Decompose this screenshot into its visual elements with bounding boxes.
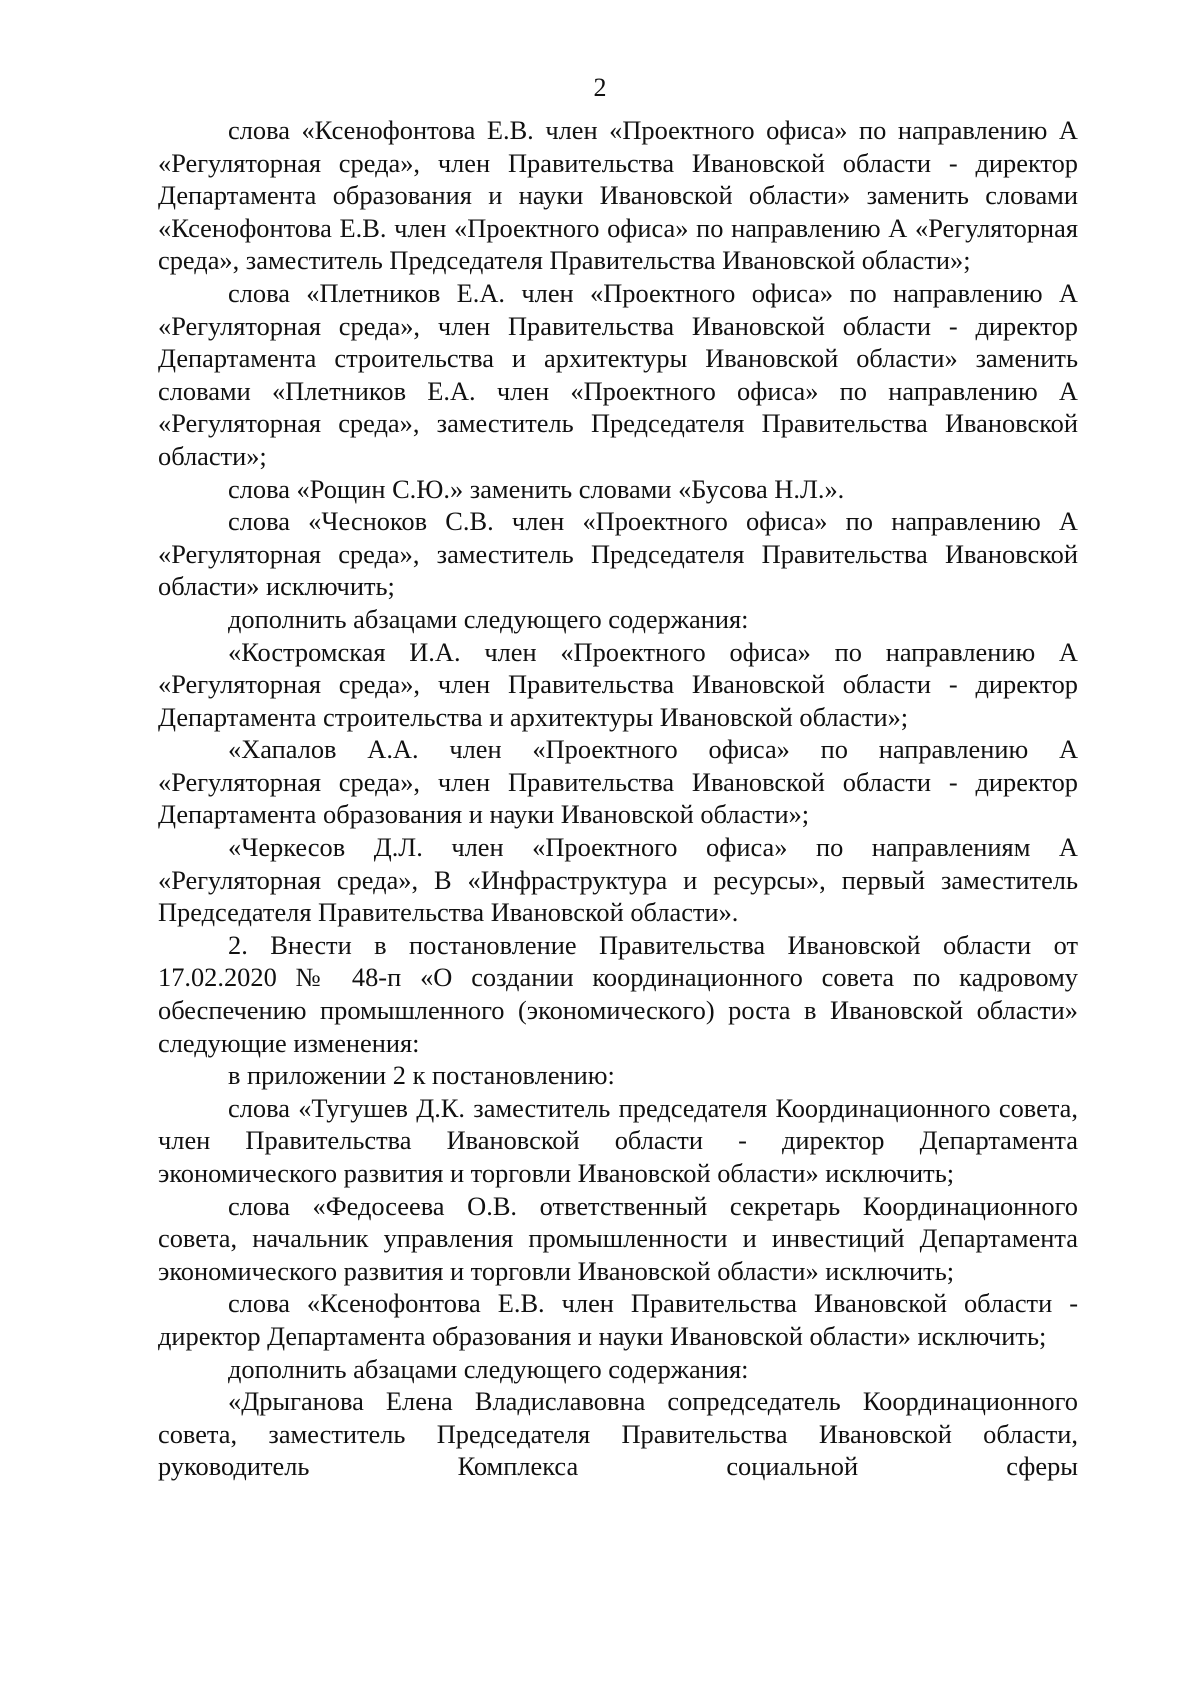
paragraph-9: 2. Внести в постановление Правительства Ивановской области от 17.02.2020 № 48-п «О создании координационного совета по кадровому обеспечению промышленного (экономического) роста в Ивановской области» следующие изменения: <box>158 929 1078 1058</box>
paragraph-2: слова «Плетников Е.А. член «Проектного офиса» по направлению А «Регуляторная среда», член Правительства Ивановской области - директор Департамента строительства и архитектуры Ивановской области» заменить словами «Плетников Е.А. член «Проектного офиса» по направлению А «Регуляторная среда», заместитель Председателя Правительства Ивановской области»; <box>158 277 1078 471</box>
paragraph-5: дополнить абзацами следующего содержания: <box>228 603 749 634</box>
page-number: 2 <box>593 73 607 102</box>
paragraph-8: «Черкесов Д.Л. член «Проектного офиса» по направлениям А «Регуляторная среда», В «Инфраструктура и ресурсы», первый заместитель Председателя Правительства Ивановской области». <box>158 832 1078 928</box>
paragraph-4: слова «Чесноков С.В. член «Проектного офиса» по направлению А «Регуляторная среда», заместитель Председателя Правительства Ивановской области» исключить; <box>158 506 1078 602</box>
paragraph-13: слова «Ксенофонтова Е.В. член Правительства Ивановской области - директор Департамента образования и науки Ивановской области» исключить; <box>158 1288 1078 1351</box>
paragraph-15: «Дрыганова Елена Владиславовна сопредседатель Координационного совета, заместитель Председателя Правительства Ивановской области, руководитель Комплекса социальной сферы <box>158 1386 1078 1482</box>
paragraph-6: «Костромская И.А. член «Проектного офиса» по направлению А «Регуляторная среда», член Правительства Ивановской области - директор Департамента строительства и архитектуры Ивановской области»; <box>158 636 1078 732</box>
paragraph-11: слова «Тугушев Д.К. заместитель председателя Координационного совета, член Правительства Ивановской области - директор Департамента экономического развития и торговли Ивановской области» исключить; <box>158 1092 1078 1188</box>
paragraph-1: слова «Ксенофонтова Е.В. член «Проектного офиса» по направлению А «Регуляторная среда», член Правительства Ивановской области - директор Департамента образования и науки Ивановской области» заменить словами «Ксенофонтова Е.В. член «Проектного офиса» по направлению А «Регуляторная среда», заместитель Председателя Правительства Ивановской области»; <box>158 115 1078 276</box>
paragraph-12: слова «Федосеева О.В. ответственный секретарь Координационного совета, начальник управления промышленности и инвестиций Департамента экономического развития и торговли Ивановской области» исключить; <box>158 1190 1078 1286</box>
paragraph-7: «Хапалов А.А. член «Проектного офиса» по направлению А «Регуляторная среда», член Правительства Ивановской области - директор Департамента образования и науки Ивановской области»; <box>158 734 1078 830</box>
document-body <box>158 114 1078 1483</box>
paragraph-10: в приложении 2 к постановлению: <box>228 1060 615 1091</box>
paragraph-3: слова «Рощин С.Ю.» заменить словами «Бусова Н.Л.». <box>228 473 845 504</box>
paragraph-14: дополнить абзацами следующего содержания: <box>228 1353 749 1384</box>
